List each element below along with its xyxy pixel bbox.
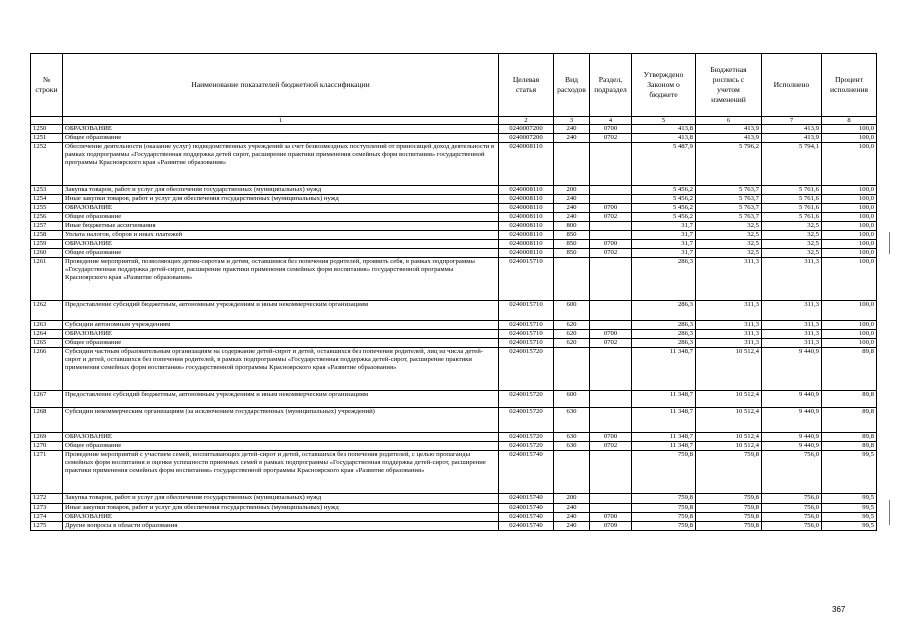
section-cell <box>590 301 632 321</box>
executed-cell: 756,0 <box>762 513 822 522</box>
indicator-name-cell: Субсидии частным образовательным организациям на содержание детей-сирот и детей, оставшихся без попечения родителей, лиц из числа детей-сирот и детей, оставшихся без попечения родителей, в рамках подпрограммы «Государственная поддержка детей-сирот, расширение практики применения семейных форм воспитания» государственной программы Красноярского края «Развитие образования» <box>63 348 499 391</box>
percent-cell: 99,5 <box>822 451 877 494</box>
executed-cell: 756,0 <box>762 504 822 513</box>
budget-schedule-cell: 5 763,7 <box>696 186 762 195</box>
table-row <box>31 330 877 339</box>
table-row <box>31 301 877 321</box>
approved-cell: 5 456,2 <box>632 204 696 213</box>
expense-type-cell <box>554 348 590 391</box>
budget-schedule-cell: 10 512,4 <box>696 391 762 408</box>
row-number-cell: 1267 <box>31 391 63 408</box>
expense-type-cell: 240 <box>554 213 590 222</box>
budget-schedule-cell: 5 763,7 <box>696 213 762 222</box>
section-cell <box>590 408 632 433</box>
executed-cell: 9 440,9 <box>762 408 822 433</box>
table-row <box>31 339 877 348</box>
column-number: 7 <box>762 117 822 125</box>
table-row <box>31 494 877 504</box>
target-article-cell: 0240015720 <box>499 348 554 391</box>
budget-schedule-cell: 10 512,4 <box>696 433 762 442</box>
header-percent: Процент исполнения <box>822 54 877 117</box>
target-article-cell: 0240015710 <box>499 339 554 348</box>
row-number-cell: 1256 <box>31 213 63 222</box>
indicator-name-cell: Уплата налогов, сборов и иных платежей <box>63 231 499 240</box>
table-header-row <box>31 54 877 117</box>
approved-cell: 286,3 <box>632 339 696 348</box>
section-cell: 0702 <box>590 213 632 222</box>
expense-type-cell: 850 <box>554 249 590 258</box>
executed-cell: 32,5 <box>762 222 822 231</box>
section-cell: 0702 <box>590 134 632 143</box>
budget-report-sheet <box>30 53 877 531</box>
column-number: 6 <box>696 117 762 125</box>
approved-cell: 11 348,7 <box>632 442 696 451</box>
target-article-cell: 0240007200 <box>499 134 554 143</box>
percent-cell: 100,0 <box>822 213 877 222</box>
indicator-name-cell: Проведение мероприятий с участием семей, воспитывающих детей-сирот и детей, оставшихся без попечения родителей, с целью пропаганды семейных форм воспитания и оценки успешности приемных семей в рамках подпрограммы «Государственная поддержка детей-сирот, расширение практики применения семейных форм воспитания» государственной программы Красноярского края «Развитие образования» <box>63 451 499 494</box>
approved-cell: 413,8 <box>632 125 696 134</box>
target-article-cell: 0240015740 <box>499 522 554 531</box>
row-number-cell: 1251 <box>31 134 63 143</box>
approved-cell: 759,8 <box>632 504 696 513</box>
approved-cell: 11 348,7 <box>632 408 696 433</box>
target-article-cell: 0240015710 <box>499 330 554 339</box>
budget-schedule-cell: 311,3 <box>696 321 762 330</box>
section-cell <box>590 195 632 204</box>
indicator-name-cell: ОБРАЗОВАНИЕ <box>63 204 499 213</box>
row-number-cell: 1272 <box>31 494 63 504</box>
target-article-cell: 0240015740 <box>499 504 554 513</box>
section-cell <box>590 391 632 408</box>
expense-type-cell: 240 <box>554 522 590 531</box>
percent-cell: 89,8 <box>822 391 877 408</box>
indicator-name-cell: Иные закупки товаров, работ и услуг для обеспечения государственных (муниципальных) нужд <box>63 195 499 204</box>
budget-schedule-cell: 5 796,2 <box>696 143 762 186</box>
budget-schedule-cell: 32,5 <box>696 249 762 258</box>
expense-type-cell <box>554 143 590 186</box>
percent-cell: 99,5 <box>822 513 877 522</box>
table-row <box>31 204 877 213</box>
section-cell <box>590 231 632 240</box>
table-row <box>31 451 877 494</box>
indicator-name-cell: Другие вопросы в области образования <box>63 522 499 531</box>
indicator-name-cell: Предоставление субсидий бюджетным, автономным учреждениям и иным некоммерческим организациям <box>63 391 499 408</box>
table-row <box>31 513 877 522</box>
approved-cell: 31,7 <box>632 222 696 231</box>
header-budget-schedule: Бюджетная роспись с учетом изменений <box>696 54 762 117</box>
target-article-cell: 0240015740 <box>499 451 554 494</box>
budget-schedule-cell: 759,8 <box>696 513 762 522</box>
approved-cell: 5 456,2 <box>632 195 696 204</box>
row-number-cell: 1274 <box>31 513 63 522</box>
indicator-name-cell: Предоставление субсидий бюджетным, автономным учреждениям и иным некоммерческим организациям <box>63 301 499 321</box>
scan-margin-mark <box>889 500 890 525</box>
approved-cell: 286,3 <box>632 330 696 339</box>
percent-cell: 99,5 <box>822 522 877 531</box>
section-cell: 0709 <box>590 522 632 531</box>
expense-type-cell <box>554 451 590 494</box>
indicator-name-cell: Обеспечение деятельности (оказание услуг) подведомственных учреждений за счет безвозмездных поступлений от приносящей доход деятельности в рамках подпрограммы «Государственная поддержка детей сирот, расширение практики применения семейных форм воспитания» государственной программы Красноярского края «Развитие образования» <box>63 143 499 186</box>
target-article-cell: 0240008110 <box>499 143 554 186</box>
executed-cell: 5 761,6 <box>762 195 822 204</box>
expense-type-cell: 240 <box>554 125 590 134</box>
budget-schedule-cell: 311,3 <box>696 330 762 339</box>
column-number: 3 <box>554 117 590 125</box>
row-number-cell: 1270 <box>31 442 63 451</box>
row-number-cell: 1258 <box>31 231 63 240</box>
budget-schedule-cell: 32,5 <box>696 231 762 240</box>
budget-schedule-cell: 413,9 <box>696 134 762 143</box>
target-article-cell: 0240015710 <box>499 301 554 321</box>
column-number <box>31 117 63 125</box>
percent-cell: 99,5 <box>822 494 877 504</box>
target-article-cell: 0240015720 <box>499 408 554 433</box>
indicator-name-cell: Общее образование <box>63 339 499 348</box>
row-number-cell: 1259 <box>31 240 63 249</box>
expense-type-cell: 850 <box>554 240 590 249</box>
target-article-cell: 0240008110 <box>499 249 554 258</box>
executed-cell: 311,3 <box>762 330 822 339</box>
target-article-cell: 0240015710 <box>499 321 554 330</box>
section-cell <box>590 186 632 195</box>
expense-type-cell: 600 <box>554 391 590 408</box>
table-row <box>31 240 877 249</box>
header-row-number: № строки <box>31 54 63 117</box>
approved-cell: 11 348,7 <box>632 391 696 408</box>
target-article-cell: 0240008110 <box>499 204 554 213</box>
budget-schedule-cell: 10 512,4 <box>696 408 762 433</box>
expense-type-cell: 200 <box>554 186 590 195</box>
section-cell: 0700 <box>590 433 632 442</box>
row-number-cell: 1253 <box>31 186 63 195</box>
table-row <box>31 522 877 531</box>
executed-cell: 5 761,6 <box>762 213 822 222</box>
row-number-cell: 1250 <box>31 125 63 134</box>
section-cell: 0702 <box>590 339 632 348</box>
scan-margin-mark <box>889 232 890 254</box>
header-target-article: Целевая статья <box>499 54 554 117</box>
row-number-cell: 1264 <box>31 330 63 339</box>
expense-type-cell: 620 <box>554 321 590 330</box>
table-row <box>31 442 877 451</box>
budget-schedule-cell: 10 512,4 <box>696 348 762 391</box>
table-row <box>31 391 877 408</box>
indicator-name-cell: ОБРАЗОВАНИЕ <box>63 125 499 134</box>
approved-cell: 5 456,2 <box>632 213 696 222</box>
column-number: 2 <box>499 117 554 125</box>
header-section: Раздел, подраздел <box>590 54 632 117</box>
percent-cell: 100,0 <box>822 330 877 339</box>
row-number-cell: 1261 <box>31 258 63 301</box>
budget-schedule-cell: 5 763,7 <box>696 195 762 204</box>
expense-type-cell <box>554 258 590 301</box>
indicator-name-cell: Субсидии некоммерческим организациям (за исключением государственных (муниципальных) учреждений) <box>63 408 499 433</box>
executed-cell: 9 440,9 <box>762 348 822 391</box>
table-row <box>31 125 877 134</box>
budget-schedule-cell: 759,8 <box>696 504 762 513</box>
expense-type-cell: 240 <box>554 134 590 143</box>
section-cell <box>590 222 632 231</box>
percent-cell: 100,0 <box>822 301 877 321</box>
percent-cell: 89,8 <box>822 442 877 451</box>
indicator-name-cell: Общее образование <box>63 213 499 222</box>
percent-cell: 100,0 <box>822 222 877 231</box>
approved-cell: 759,8 <box>632 451 696 494</box>
section-cell <box>590 321 632 330</box>
expense-type-cell: 630 <box>554 433 590 442</box>
percent-cell: 100,0 <box>822 321 877 330</box>
expense-type-cell: 200 <box>554 494 590 504</box>
percent-cell: 99,5 <box>822 504 877 513</box>
section-cell <box>590 258 632 301</box>
target-article-cell: 0240015710 <box>499 258 554 301</box>
executed-cell: 311,3 <box>762 321 822 330</box>
executed-cell: 311,3 <box>762 339 822 348</box>
executed-cell: 311,3 <box>762 301 822 321</box>
target-article-cell: 0240015740 <box>499 513 554 522</box>
table-row <box>31 213 877 222</box>
expense-type-cell: 240 <box>554 204 590 213</box>
row-number-cell: 1273 <box>31 504 63 513</box>
target-article-cell: 0240008110 <box>499 222 554 231</box>
section-cell <box>590 451 632 494</box>
percent-cell: 100,0 <box>822 186 877 195</box>
percent-cell: 89,8 <box>822 348 877 391</box>
column-number: 1 <box>63 117 499 125</box>
indicator-name-cell: Иные бюджетные ассигнования <box>63 222 499 231</box>
column-number: 4 <box>590 117 632 125</box>
section-cell: 0702 <box>590 249 632 258</box>
budget-schedule-cell: 311,3 <box>696 301 762 321</box>
indicator-name-cell: Закупка товаров, работ и услуг для обеспечения государственных (муниципальных) нужд <box>63 494 499 504</box>
expense-type-cell: 850 <box>554 231 590 240</box>
executed-cell: 5 794,1 <box>762 143 822 186</box>
approved-cell: 286,3 <box>632 321 696 330</box>
executed-cell: 756,0 <box>762 522 822 531</box>
expense-type-cell: 240 <box>554 504 590 513</box>
header-approved: Утверждено Законом о бюджете <box>632 54 696 117</box>
executed-cell: 311,3 <box>762 258 822 301</box>
row-number-cell: 1263 <box>31 321 63 330</box>
percent-cell: 100,0 <box>822 258 877 301</box>
header-indicator-name: Наименование показателей бюджетной классификации <box>63 54 499 117</box>
executed-cell: 5 761,6 <box>762 186 822 195</box>
target-article-cell: 0240008110 <box>499 240 554 249</box>
indicator-name-cell: Иные закупки товаров, работ и услуг для обеспечения государственных (муниципальных) нужд <box>63 504 499 513</box>
section-cell: 0700 <box>590 204 632 213</box>
indicator-name-cell: ОБРАЗОВАНИЕ <box>63 513 499 522</box>
table-row <box>31 195 877 204</box>
executed-cell: 9 440,9 <box>762 442 822 451</box>
executed-cell: 5 761,6 <box>762 204 822 213</box>
expense-type-cell: 240 <box>554 195 590 204</box>
approved-cell: 759,8 <box>632 494 696 504</box>
approved-cell: 11 348,7 <box>632 348 696 391</box>
executed-cell: 32,5 <box>762 249 822 258</box>
percent-cell: 100,0 <box>822 249 877 258</box>
budget-schedule-cell: 759,8 <box>696 494 762 504</box>
column-number: 5 <box>632 117 696 125</box>
table-row <box>31 258 877 301</box>
section-cell <box>590 348 632 391</box>
approved-cell: 11 348,7 <box>632 433 696 442</box>
column-number: 8 <box>822 117 877 125</box>
approved-cell: 759,8 <box>632 522 696 531</box>
indicator-name-cell: Общее образование <box>63 249 499 258</box>
section-cell <box>590 504 632 513</box>
table-row <box>31 321 877 330</box>
budget-schedule-cell: 311,3 <box>696 339 762 348</box>
executed-cell: 413,9 <box>762 134 822 143</box>
executed-cell: 32,5 <box>762 240 822 249</box>
budget-execution-table <box>30 53 877 531</box>
indicator-name-cell: Закупка товаров, работ и услуг для обеспечения государственных (муниципальных) нужд <box>63 186 499 195</box>
row-number-cell: 1262 <box>31 301 63 321</box>
budget-schedule-cell: 759,8 <box>696 451 762 494</box>
table-row <box>31 143 877 186</box>
approved-cell: 31,7 <box>632 249 696 258</box>
table-row <box>31 504 877 513</box>
table-body <box>31 125 877 531</box>
executed-cell: 9 440,9 <box>762 433 822 442</box>
percent-cell: 100,0 <box>822 195 877 204</box>
indicator-name-cell: Общее образование <box>63 134 499 143</box>
header-expense-type: Вид расходов <box>554 54 590 117</box>
approved-cell: 286,3 <box>632 301 696 321</box>
table-row <box>31 134 877 143</box>
expense-type-cell: 800 <box>554 222 590 231</box>
percent-cell: 89,8 <box>822 408 877 433</box>
section-cell: 0702 <box>590 442 632 451</box>
section-cell: 0700 <box>590 513 632 522</box>
approved-cell: 413,8 <box>632 134 696 143</box>
header-executed: Исполнено <box>762 54 822 117</box>
approved-cell: 286,3 <box>632 258 696 301</box>
percent-cell: 89,8 <box>822 433 877 442</box>
row-number-cell: 1252 <box>31 143 63 186</box>
budget-schedule-cell: 32,5 <box>696 240 762 249</box>
row-number-cell: 1275 <box>31 522 63 531</box>
target-article-cell: 0240008110 <box>499 213 554 222</box>
target-article-cell: 0240015720 <box>499 433 554 442</box>
section-cell <box>590 143 632 186</box>
percent-cell: 100,0 <box>822 339 877 348</box>
row-number-cell: 1269 <box>31 433 63 442</box>
expense-type-cell: 620 <box>554 339 590 348</box>
expense-type-cell: 620 <box>554 330 590 339</box>
row-number-cell: 1254 <box>31 195 63 204</box>
row-number-cell: 1268 <box>31 408 63 433</box>
target-article-cell: 0240008110 <box>499 231 554 240</box>
section-cell: 0700 <box>590 240 632 249</box>
budget-schedule-cell: 413,9 <box>696 125 762 134</box>
expense-type-cell: 630 <box>554 442 590 451</box>
indicator-name-cell: Общее образование <box>63 442 499 451</box>
approved-cell: 31,7 <box>632 231 696 240</box>
executed-cell: 413,9 <box>762 125 822 134</box>
budget-schedule-cell: 311,3 <box>696 258 762 301</box>
section-cell <box>590 494 632 504</box>
budget-schedule-cell: 32,5 <box>696 222 762 231</box>
percent-cell: 100,0 <box>822 134 877 143</box>
percent-cell: 100,0 <box>822 143 877 186</box>
row-number-cell: 1271 <box>31 451 63 494</box>
approved-cell: 759,8 <box>632 513 696 522</box>
row-number-cell: 1257 <box>31 222 63 231</box>
target-article-cell: 0240008110 <box>499 195 554 204</box>
approved-cell: 5 456,2 <box>632 186 696 195</box>
page-number: 367 <box>832 605 846 614</box>
table-row <box>31 348 877 391</box>
target-article-cell: 0240007200 <box>499 125 554 134</box>
target-article-cell: 0240008110 <box>499 186 554 195</box>
section-cell: 0700 <box>590 330 632 339</box>
table-row <box>31 249 877 258</box>
row-number-cell: 1266 <box>31 348 63 391</box>
target-article-cell: 0240015740 <box>499 494 554 504</box>
indicator-name-cell: Проведение мероприятий, позволяющих детям-сиротам и детям, оставшимся без попечения родителей, проявить себя, в рамках подпрограммы «Государственная поддержка детей-сирот, расширение практики применения семейных форм воспитания» государственной программы Красноярского края «Развитие образования» <box>63 258 499 301</box>
approved-cell: 31,7 <box>632 240 696 249</box>
percent-cell: 100,0 <box>822 240 877 249</box>
budget-schedule-cell: 759,8 <box>696 522 762 531</box>
budget-schedule-cell: 10 512,4 <box>696 442 762 451</box>
table-row <box>31 408 877 433</box>
budget-schedule-cell: 5 763,7 <box>696 204 762 213</box>
indicator-name-cell: ОБРАЗОВАНИЕ <box>63 330 499 339</box>
target-article-cell: 0240015720 <box>499 391 554 408</box>
percent-cell: 100,0 <box>822 204 877 213</box>
section-cell: 0700 <box>590 125 632 134</box>
column-number-row <box>31 117 877 125</box>
row-number-cell: 1265 <box>31 339 63 348</box>
row-number-cell: 1260 <box>31 249 63 258</box>
indicator-name-cell: ОБРАЗОВАНИЕ <box>63 240 499 249</box>
executed-cell: 32,5 <box>762 231 822 240</box>
expense-type-cell: 600 <box>554 301 590 321</box>
table-row <box>31 186 877 195</box>
target-article-cell: 0240015720 <box>499 442 554 451</box>
expense-type-cell: 240 <box>554 513 590 522</box>
indicator-name-cell: ОБРАЗОВАНИЕ <box>63 433 499 442</box>
table-row <box>31 231 877 240</box>
row-number-cell: 1255 <box>31 204 63 213</box>
approved-cell: 5 487,9 <box>632 143 696 186</box>
indicator-name-cell: Субсидии автономным учреждениям <box>63 321 499 330</box>
percent-cell: 100,0 <box>822 231 877 240</box>
executed-cell: 9 440,9 <box>762 391 822 408</box>
executed-cell: 756,0 <box>762 494 822 504</box>
expense-type-cell: 630 <box>554 408 590 433</box>
table-row <box>31 222 877 231</box>
percent-cell: 100,0 <box>822 125 877 134</box>
executed-cell: 756,0 <box>762 451 822 494</box>
table-row <box>31 433 877 442</box>
